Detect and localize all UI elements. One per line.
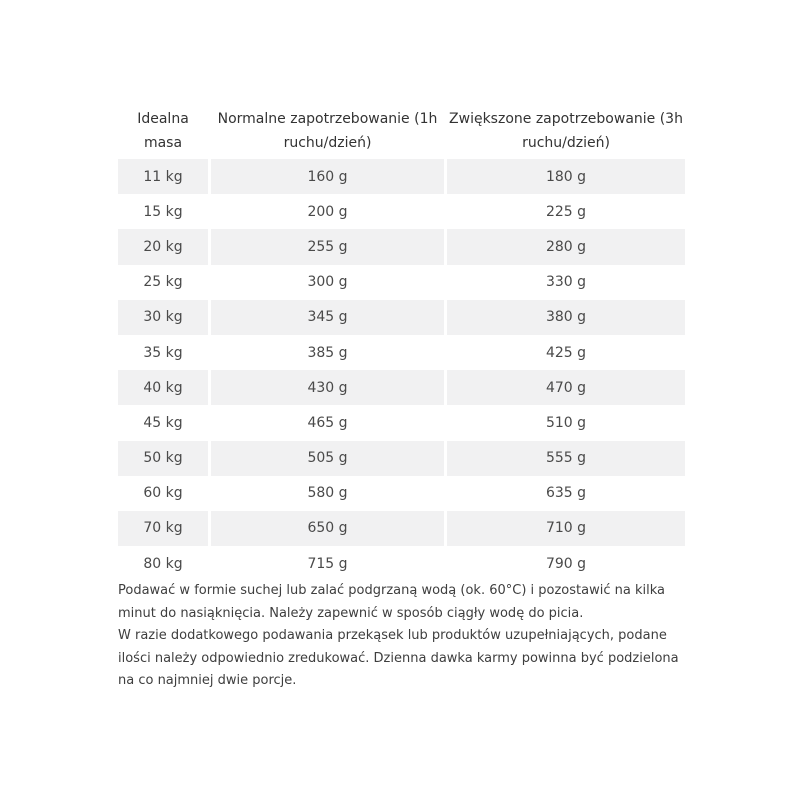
feeding-table <box>118 107 685 581</box>
cell-normal: 430 g <box>211 370 444 405</box>
table-row <box>118 265 685 300</box>
cell-normal: 580 g <box>307 485 348 502</box>
notes-paragraph-preparation: Podawać w formie suchej lub zalać podgrzaną wodą (ok. 60°C) i pozostawić na kilka minut do nasiąknięcia. Należy zapewnić w sposób ciągły wodę do picia. <box>118 583 665 621</box>
cell-normal: 650 g <box>211 511 444 546</box>
cell-normal: 465 g <box>307 414 348 431</box>
cell-normal: 715 g <box>307 555 348 572</box>
cell-normal: 300 g <box>307 274 348 291</box>
table-row <box>118 300 685 335</box>
cell-mass: 35 kg <box>143 344 183 361</box>
cell-mass: 11 kg <box>118 159 208 194</box>
cell-mass: 30 kg <box>118 300 208 335</box>
cell-increased: 330 g <box>545 274 587 291</box>
cell-increased: 555 g <box>447 441 685 476</box>
cell-increased: 425 g <box>545 344 587 361</box>
cell-increased: 790 g <box>545 555 587 572</box>
table-row <box>118 370 685 405</box>
cell-normal: 505 g <box>211 441 444 476</box>
feeding-notes <box>118 580 698 693</box>
cell-normal: 345 g <box>211 300 444 335</box>
cell-increased: 510 g <box>545 414 587 431</box>
cell-mass: 40 kg <box>118 370 208 405</box>
cell-increased: 225 g <box>545 203 587 220</box>
cell-mass: 20 kg <box>118 229 208 264</box>
cell-normal: 255 g <box>211 229 444 264</box>
cell-increased: 180 g <box>447 159 685 194</box>
cell-mass: 50 kg <box>118 441 208 476</box>
cell-increased: 380 g <box>447 300 685 335</box>
notes-paragraph-portions: W razie dodatkowego podawania przekąsek lub produktów uzupełniających, podane ilości należy odpowiednio zredukować. Dzienna dawka karmy powinna być podzielona na co najmniej dwie porcje. <box>118 628 679 688</box>
cell-normal: 200 g <box>307 203 348 220</box>
cell-mass: 70 kg <box>118 511 208 546</box>
table-row <box>118 405 685 440</box>
cell-normal: 160 g <box>211 159 444 194</box>
header-normal-requirement: Normalne zapotrzebowanie (1h ruchu/dzień) <box>217 111 438 151</box>
cell-mass: 15 kg <box>143 203 183 220</box>
table-row <box>118 546 685 581</box>
cell-mass: 45 kg <box>143 414 183 431</box>
table-row <box>118 511 685 546</box>
cell-mass: 80 kg <box>143 555 183 572</box>
cell-increased: 280 g <box>447 229 685 264</box>
cell-increased: 470 g <box>447 370 685 405</box>
table-row <box>118 194 685 229</box>
table-header-row <box>118 107 685 159</box>
cell-mass: 60 kg <box>143 485 183 502</box>
cell-increased: 635 g <box>545 485 587 502</box>
table-row <box>118 159 685 194</box>
table-row <box>118 229 685 264</box>
table-row <box>118 476 685 511</box>
cell-normal: 385 g <box>307 344 348 361</box>
header-increased-requirement: Zwiększone zapotrzebowanie (3h ruchu/dzień) <box>449 111 683 151</box>
table-row <box>118 441 685 476</box>
cell-increased: 710 g <box>447 511 685 546</box>
cell-mass: 25 kg <box>143 274 183 291</box>
table-row <box>118 335 685 370</box>
header-ideal-mass: Idealna masa <box>137 111 189 151</box>
